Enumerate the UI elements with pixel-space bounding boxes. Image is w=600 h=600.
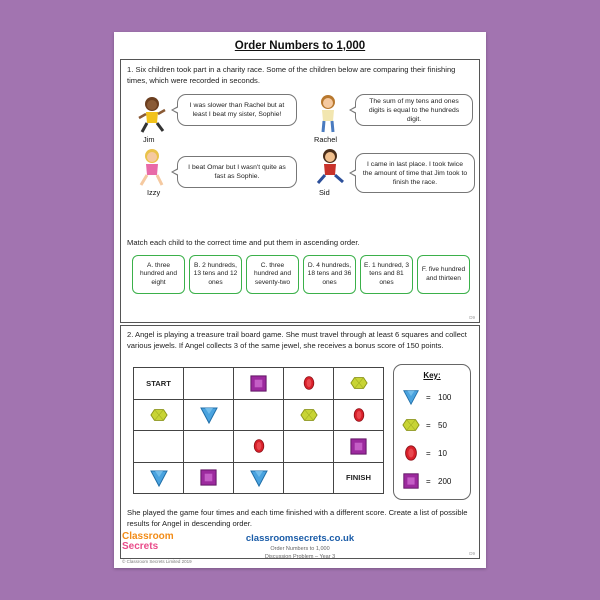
purple-jewel-icon	[349, 441, 368, 450]
question-2-box	[120, 325, 480, 559]
yellow-jewel-icon	[402, 416, 420, 434]
board-row	[134, 399, 384, 431]
blue-jewel-icon	[199, 410, 219, 419]
izzy-illustration	[135, 148, 169, 188]
child-name-rachel: Rachel	[314, 135, 338, 144]
board-cell-start: START	[134, 368, 184, 400]
red-jewel-icon	[301, 378, 317, 387]
board-cell	[134, 462, 184, 494]
jim-illustration	[135, 96, 169, 134]
jewel-key	[393, 364, 471, 500]
question-2-text: 2. Angel is playing a treasure trail board game. She must travel through at least 6 squares and collect various jewels. If Angel collects 3 of the same jewel, she receives a bonus score of 150 points.	[127, 330, 467, 350]
rachel-illustration	[313, 94, 343, 134]
board-row	[134, 368, 384, 400]
speech-bubble-rachel: The sum of my tens and ones digits is equal to the hundreds digit.	[355, 94, 473, 126]
question-1-text: 1. Six children took part in a charity race. Some of the children below are comparing their finishing times, which were recorded in seconds.	[127, 65, 456, 85]
board-cell	[284, 399, 334, 431]
red-jewel-icon	[402, 444, 420, 462]
board-cell	[234, 368, 284, 400]
board-cell	[334, 399, 384, 431]
game-board	[133, 367, 384, 494]
yellow-jewel-icon	[299, 410, 319, 419]
classroom-secrets-logo: Classroom Secrets	[122, 531, 174, 552]
key-title: Key:	[423, 371, 441, 380]
worksheet	[114, 32, 486, 568]
board-cell	[184, 399, 234, 431]
option-c: C. three hundred and seventy-two	[246, 255, 299, 294]
site-link[interactable]: classroomsecrets.co.uk	[245, 533, 355, 544]
purple-jewel-icon	[402, 472, 420, 490]
option-b: B. 2 hundreds, 13 tens and 12 ones	[189, 255, 242, 294]
board-cell-empty	[184, 431, 234, 463]
purple-jewel-icon	[199, 473, 218, 482]
worksheet-title: Order Numbers to 1,000	[234, 40, 366, 52]
child-name-jim: Jim	[143, 135, 155, 144]
board-cell	[284, 368, 334, 400]
page-number: D9	[469, 315, 475, 320]
copyright-text: © Classroom Secrets Limited 2019	[122, 559, 192, 564]
page-number-2: D9	[469, 551, 475, 556]
blue-jewel-icon	[402, 388, 420, 406]
board-cell-empty	[284, 431, 334, 463]
question-1-instruction: Match each child to the correct time and put them in ascending order.	[127, 238, 360, 247]
question-1-box	[120, 59, 480, 323]
footer-subtitle: Order Numbers to 1,000	[270, 546, 330, 552]
red-jewel-icon	[251, 441, 267, 450]
yellow-jewel-icon	[149, 410, 169, 419]
option-a: A. three hundred and eight	[132, 255, 185, 294]
board-cell-empty	[134, 431, 184, 463]
key-row-yellow: = 50	[402, 415, 447, 435]
board-cell-empty	[234, 399, 284, 431]
key-value-blue: 100	[438, 392, 452, 402]
key-value-purple: 200	[438, 476, 452, 486]
board-cell-empty	[184, 368, 234, 400]
board-cell	[334, 431, 384, 463]
sid-illustration	[313, 148, 347, 188]
board-cell	[184, 462, 234, 494]
key-value-red: 10	[438, 448, 447, 458]
option-d: D. 4 hundreds, 18 tens and 36 ones	[303, 255, 356, 294]
blue-jewel-icon	[249, 473, 269, 482]
speech-bubble-izzy: I beat Omar but I wasn't quite as fast as Sophie.	[177, 156, 297, 188]
board-cell	[334, 368, 384, 400]
purple-jewel-icon	[249, 378, 268, 387]
red-jewel-icon	[351, 410, 367, 419]
child-name-sid: Sid	[319, 188, 330, 197]
blue-jewel-icon	[149, 473, 169, 482]
footer-subtitle-2: Discussion Problem – Year 3	[264, 554, 336, 560]
speech-bubble-sid: I came in last place. I took twice the amount of time that Jim took to finish the race.	[355, 153, 475, 193]
key-value-yellow: 50	[438, 420, 447, 430]
board-cell-empty	[284, 462, 334, 494]
board-cell	[234, 431, 284, 463]
option-e: E. 1 hundred, 3 tens and 81 ones	[360, 255, 413, 294]
option-f: F. five hundred and thirteen	[417, 255, 470, 294]
question-2-closing: She played the game four times and each time finished with a different score. Create a list of possible results for Angel in descending order.	[127, 508, 468, 528]
yellow-jewel-icon	[349, 378, 369, 387]
key-row-blue: = 100	[402, 387, 451, 407]
board-cell	[134, 399, 184, 431]
key-row-red: = 10	[402, 443, 447, 463]
board-row	[134, 431, 384, 463]
key-row-purple: = 200	[402, 471, 451, 491]
child-name-izzy: Izzy	[147, 188, 161, 197]
speech-bubble-jim: I was slower than Rachel but at least I beat my sister, Sophie!	[177, 94, 297, 126]
board-cell	[234, 462, 284, 494]
board-row	[134, 462, 384, 494]
board-cell-finish: FINISH	[334, 462, 384, 494]
